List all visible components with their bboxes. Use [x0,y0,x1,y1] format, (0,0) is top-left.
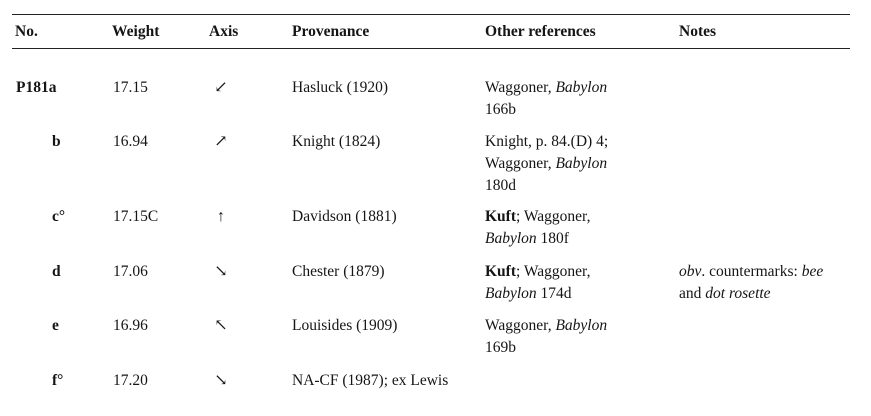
column-header-provenance: Provenance [292,23,370,40]
provenance-text: Knight (1824) [292,133,381,150]
column-header-axis: Axis [209,23,239,40]
weight-value: 16.96 [113,317,148,334]
other-references-text: Waggoner, Babylon 166b [485,79,608,118]
coin-number: P181a [16,79,57,96]
column-header-weight: Weight [112,23,160,40]
weight-value: 17.15 [113,79,148,96]
axis-arrow-icon: ↘ [214,372,228,389]
header-bottom-rule [12,48,850,49]
provenance-text: Hasluck (1920) [292,79,388,96]
other-references-text: Waggoner, Babylon 169b [485,317,608,356]
axis-arrow-icon: ↑ [217,208,225,225]
axis-arrow-icon: ↗ [214,133,228,150]
column-header-notes: Notes [679,23,717,40]
coin-number: d [52,263,61,280]
weight-value: 16.94 [113,133,148,150]
axis-arrow-icon: ↖ [214,317,228,334]
other-references-text: Knight, p. 84.(D) 4; Waggoner, Babylon 180d [485,133,609,194]
column-header-other-references: Other references [485,23,596,40]
coin-number: b [52,133,61,150]
axis-arrow-icon: ↘ [214,263,228,280]
column-header-no: No. [15,23,38,40]
provenance-text: Louisides (1909) [292,317,398,334]
table-top-rule [12,14,850,15]
provenance-text: NA-CF (1987); ex Lewis [292,372,449,389]
provenance-text: Davidson (1881) [292,208,397,225]
other-references-text: Kuft; Waggoner, Babylon 180f [485,208,591,247]
coin-number: f° [52,372,64,389]
weight-value: 17.06 [113,263,148,280]
notes-text: obv. countermarks: bee and dot rosette [679,263,824,302]
provenance-text: Chester (1879) [292,263,385,280]
coin-number: c° [52,208,66,225]
weight-value: 17.20 [113,372,148,389]
other-references-text: Kuft; Waggoner, Babylon 174d [485,263,591,302]
weight-value: 17.15C [113,208,159,225]
coin-number: e [52,317,59,334]
axis-arrow-icon: ↙ [214,79,228,96]
